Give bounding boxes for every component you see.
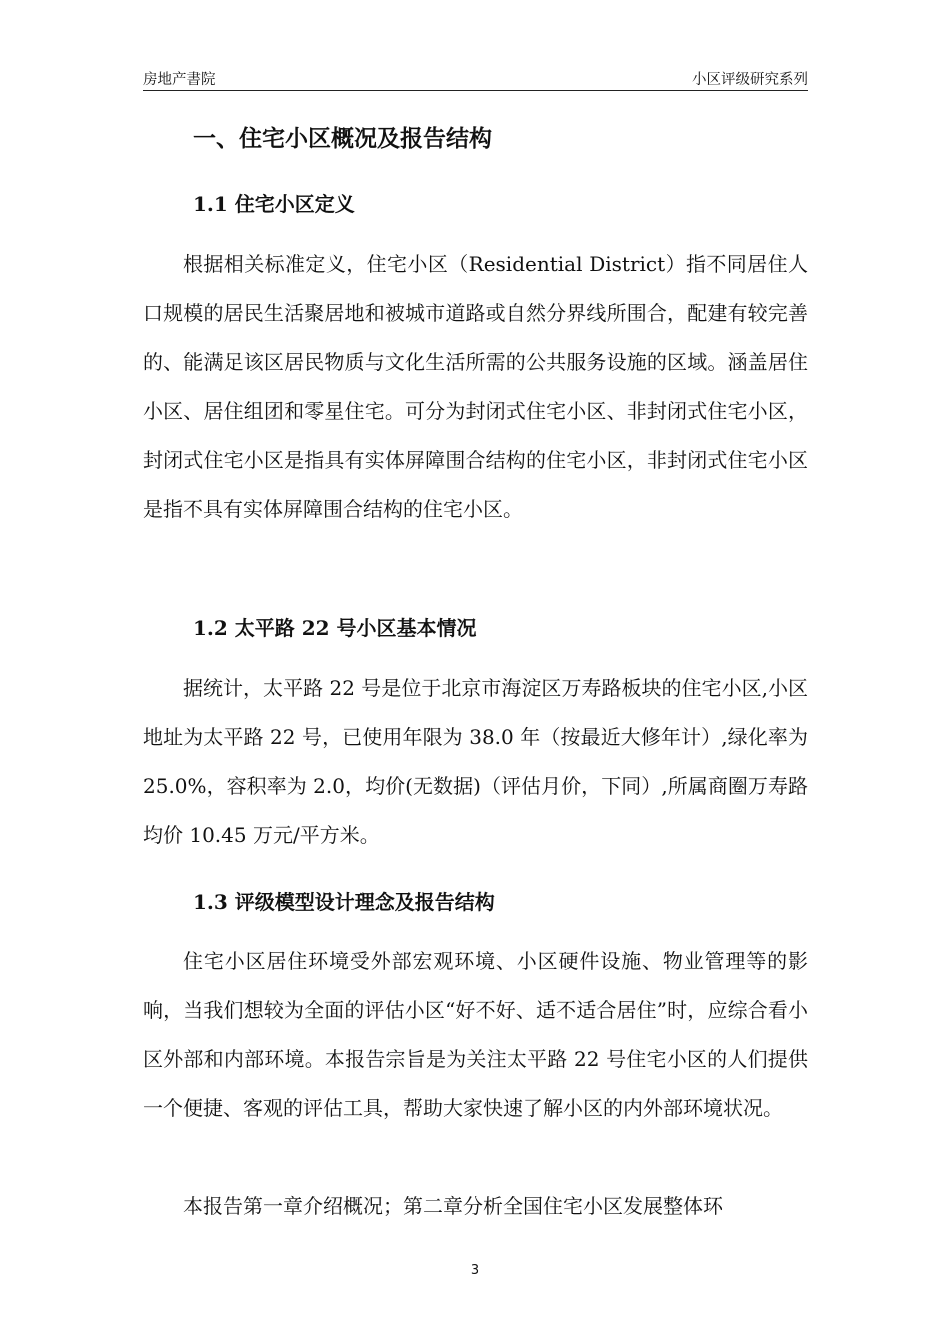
header-publisher: 房地产書院 — [143, 72, 216, 88]
page-header — [143, 66, 808, 91]
paragraph-model-design: 住宅小区居住环境受外部宏观环境、小区硬件设施、物业管理等的影响，当我们想较为全面的评估小区“好不好、适不适合居住”时，应综合看小区外部和内部环境。本报告宗旨是为关注太平路 22 号住宅小区的人们提供一个便捷、客观的评估工具，帮助大家快速了解小区的内外部环境状况。 — [143, 949, 808, 1120]
chapter-title: 一、住宅小区概况及报告结构 — [193, 125, 492, 152]
section-title-1-1: 1.1 住宅小区定义 — [193, 192, 355, 216]
page-number: 3 — [470, 1263, 480, 1278]
paragraph-definition: 根据相关标准定义，住宅小区（Residential District）指不同居住人口规模的居民生活聚居地和被城市道路或自然分界线所围合，配建有较完善的、能满足该区居民物质与文化生活所需的公共服务设施的区域。涵盖居住小区、居住组团和零星住宅。可分为封闭式住宅小区、非封闭式住宅小区，封闭式住宅小区是指具有实体屏障围合结构的住宅小区，非封闭式住宅小区是指不具有实体屏障围合结构的住宅小区。 — [143, 252, 808, 521]
section-title-1-2: 1.2 太平路 22 号小区基本情况 — [193, 616, 477, 640]
header-series-title: 小区评级研究系列 — [692, 72, 808, 88]
paragraph-basic-info: 据统计，太平路 22 号是位于北京市海淀区万寿路板块的住宅小区,小区地址为太平路 22 号，已使用年限为 38.0 年（按最近大修年计）,绿化率为 25.0%，容积率为 2.0，均价(无数据)（评估月价，下同）,所属商圈万寿路均价 10.45 万元/平方米。 — [143, 676, 808, 847]
paragraph-report-structure: 本报告第一章介绍概况；第二章分析全国住宅小区发展整体环 — [183, 1194, 723, 1218]
section-title-1-3: 1.3 评级模型设计理念及报告结构 — [193, 890, 495, 914]
